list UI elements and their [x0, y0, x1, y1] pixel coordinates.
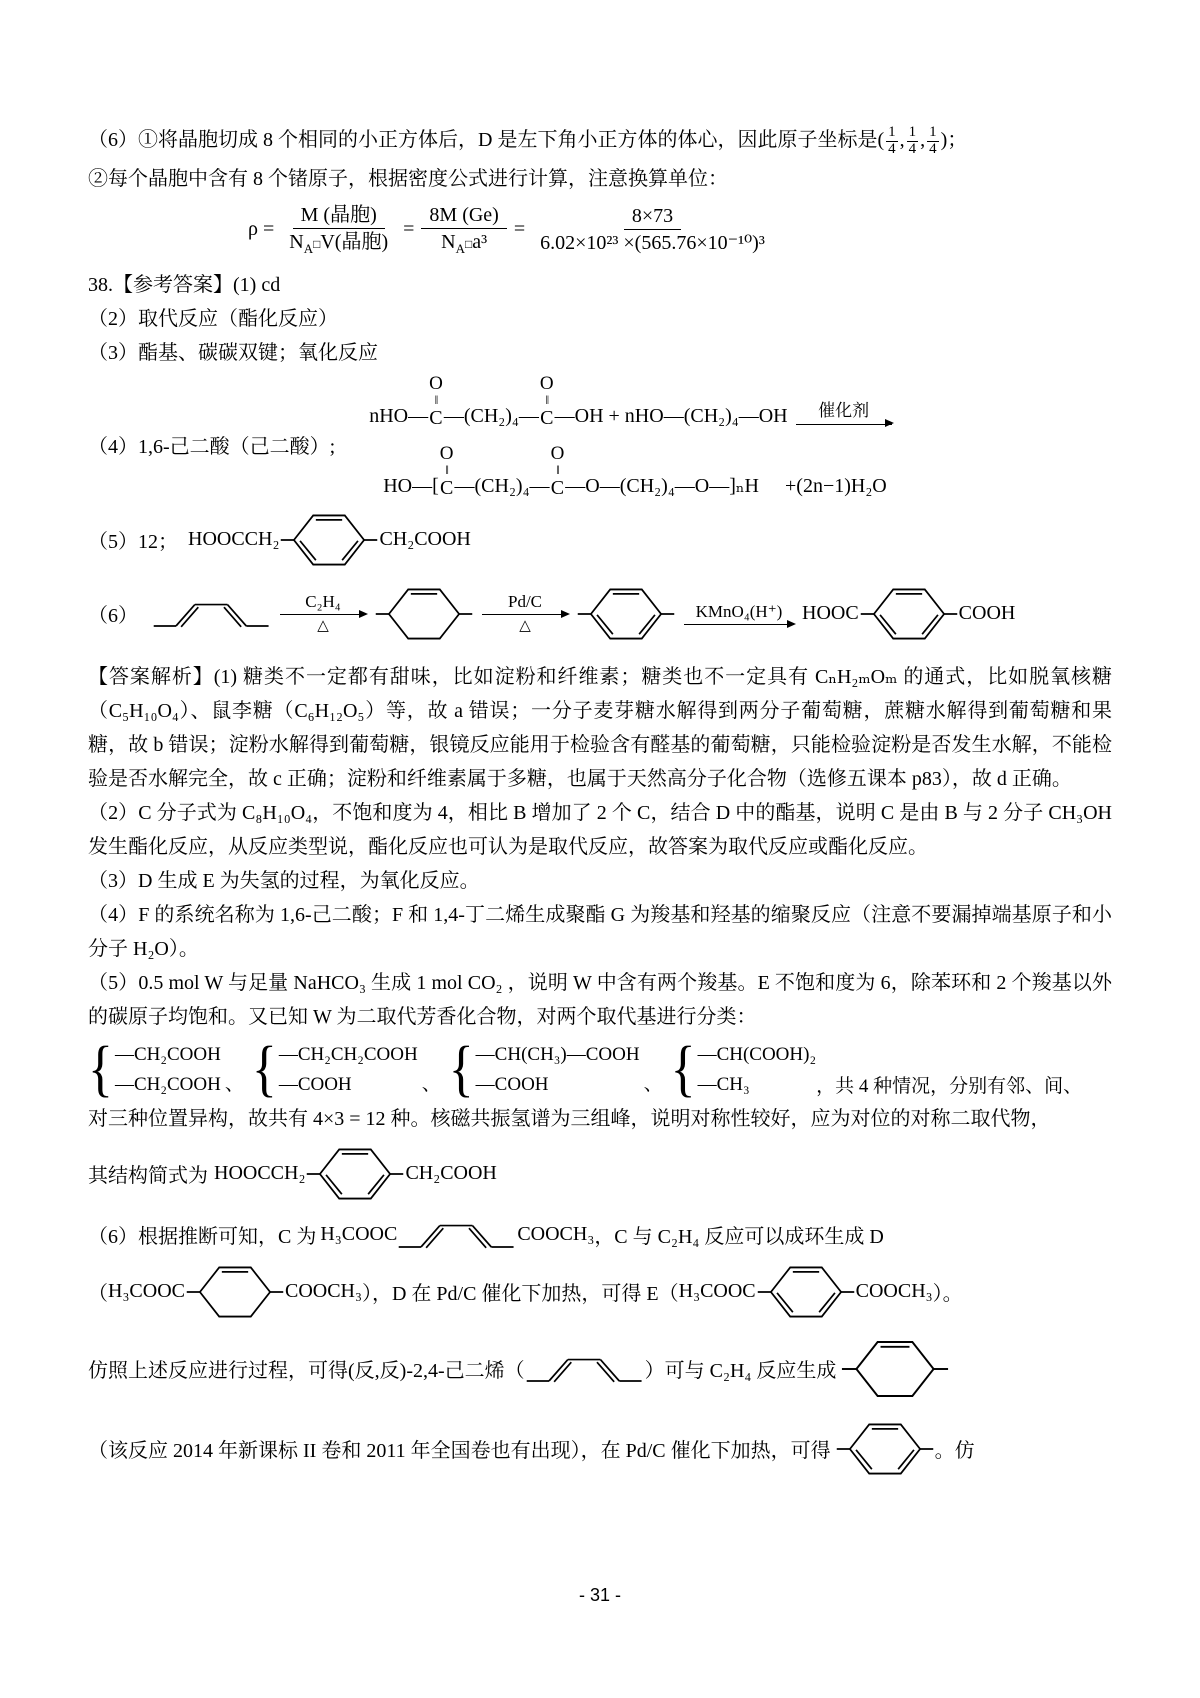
arrow-shaft — [482, 614, 568, 615]
benzene-ring-structure — [859, 582, 959, 646]
dimethylcyclohexene-structure — [374, 582, 474, 646]
reaction-arrow-1 — [280, 593, 366, 635]
eq-text: —(CH₂)₄— — [454, 474, 550, 497]
para-xylene-structure — [576, 582, 676, 646]
hexadiene-structure — [525, 1350, 645, 1388]
carbonyl-group-structure: O ‖ C — [550, 442, 565, 499]
ester-left: H₃COOC — [108, 1280, 185, 1303]
eq-text: nHO— — [369, 404, 429, 427]
ester-left: H₃COOC — [678, 1280, 756, 1303]
arrow-shaft — [796, 424, 892, 425]
analysis-6-line4-pre: （该反应 2014 年新课标 II 卷和 2011 年全国卷也有出现），在 Pd/C 催化下加热，可得 — [88, 1440, 831, 1463]
substituent-pair-3 — [448, 1035, 640, 1104]
analysis-paragraph-2: （2）C 分子式为 C₈H₁₀O₄，不饱和度为 4，相比 B 增加了 2 个 C，结合 D 中的酯基，说明 C 是由 B 与 2 分子 CH₃OH 发生酯化反应，从反应类型说，酯化反应也可认为是取代反应，故答案为取代反应或酯化反应。 — [88, 801, 1112, 858]
substituent-right: CH₂COOH — [379, 528, 471, 551]
analysis-paragraph-4: （4）F 的系统名称为 1,6-己二酸；F 和 1,4-丁二烯生成聚酯 G 为羧基和羟基的缩聚反应（注意不要漏掉端基原子和小分子 H₂O）。 — [88, 903, 1112, 960]
analysis-6-line4 — [88, 1414, 1112, 1484]
polyester-equation-reactants — [369, 374, 899, 428]
left-brace: { — [251, 1035, 277, 1104]
benzene-ring-structure — [305, 1142, 405, 1206]
substituent-right: COOH — [958, 602, 1016, 625]
substituent-formula: —CH(COOH)₂ — [697, 1043, 817, 1065]
avogadro-sub: A — [303, 241, 314, 256]
diene-diester-structure — [397, 1216, 517, 1254]
coordinate-fraction: $\frac{1}{4}$ — [908, 124, 917, 157]
polyester-equation — [369, 374, 899, 498]
substituent-pair-2 — [251, 1035, 418, 1104]
q38-answer-5-label: （5）12； — [88, 531, 178, 554]
q38-answer-2: （2）取代反应（酯化反应） — [88, 307, 338, 330]
substituent-left: HOOCCH₂ — [188, 528, 280, 551]
avogadro-sub: A — [455, 241, 465, 256]
substituent-left: HOOC — [802, 602, 859, 625]
avogadro-n: N — [289, 231, 304, 253]
q38-answer-4-block — [88, 374, 1112, 498]
cyclohexene-diester-structure — [185, 1260, 285, 1324]
equals-sign: = — [403, 218, 415, 241]
lattice-constant-term: a³ — [472, 231, 488, 253]
substituent-left: HOOCCH₂ — [214, 1162, 306, 1185]
coordinate-fraction: $\frac{1}{4}$ — [888, 124, 896, 157]
carbonyl-group-structure: O ‖ C — [439, 442, 454, 499]
arrow-shaft — [684, 624, 794, 625]
para-xylene-structure — [835, 1414, 935, 1484]
substituent-formula: —CH₃ — [697, 1073, 750, 1095]
analysis-6-line3-mid: ）可与 C₂H₄ 反应生成 — [644, 1360, 837, 1383]
fraction-mass-over-volume: $\frac{\text{M (晶胞)}}{N_A□V(晶胞)}$ — [289, 204, 389, 256]
reaction-arrow-3 — [684, 603, 794, 626]
substituent-formula: —CH(CH₃)—COOH — [475, 1043, 640, 1065]
reagent-label: Pd/C — [507, 591, 543, 611]
catalyst-arrow — [796, 402, 892, 425]
eq-text: —OH + nHO—(CH₂)₄—OH — [554, 404, 788, 427]
separator: 、 — [643, 1073, 663, 1095]
analysis-paragraph-5b: 对三种位置异构，故共有 4×3 = 12 种。核磁共振氢谱为三组峰，说明对称性较好，应为对位的对称二取代物， — [88, 1107, 1051, 1130]
benzene-diester-structure — [756, 1260, 856, 1324]
carbonyl-group-structure: O ‖ C — [429, 372, 443, 429]
eq-text: —O—(CH₂)₄—O—]ₙH — [565, 474, 759, 497]
heat-triangle: △ — [519, 618, 531, 635]
missing-glyph-box: □ — [464, 237, 473, 251]
substituent-formula: —CH₂COOH — [114, 1043, 221, 1065]
eq-text: —(CH₂)₄— — [443, 404, 539, 427]
separator: 、 — [421, 1073, 441, 1095]
substituent-classification-row — [88, 1035, 1112, 1104]
analysis-paragraph-3: （3）D 生成 E 为失氢的过程，为氧化反应。 — [88, 869, 480, 892]
crystal-note-line2: ②每个晶胞中含有 8 个锗原子，根据密度公式进行计算，注意换算单位： — [88, 168, 728, 190]
rho-symbol: ρ = — [248, 218, 275, 241]
analysis-6-line1 — [88, 1216, 1112, 1254]
q38-answer-6-label: （6） — [88, 605, 138, 628]
eq-water-term: +(2n−1)H₂O — [785, 474, 887, 497]
crystal-note-line1 — [88, 118, 1112, 162]
coordinate-fraction: $\frac{1}{4}$ — [929, 124, 937, 157]
comma: , — [899, 129, 905, 151]
dimethylcyclohexene-structure — [840, 1334, 950, 1404]
structure-intro-text: 其结构简式为 — [88, 1165, 208, 1188]
comma: , — [920, 129, 926, 151]
ester-right: COOCH₃ — [855, 1280, 933, 1303]
reagent-label: C₂H₄ — [305, 591, 341, 611]
density-formula — [248, 202, 1112, 258]
q38-answer-5-row — [88, 508, 1112, 572]
fraction-8m-ge: $\frac{8M (Ge)}{N_A□a^3}$ — [421, 202, 506, 258]
q38-reference-answer: 38.【参考答案】(1) cd — [88, 273, 281, 296]
crystal-line1-close: )； — [940, 129, 968, 151]
ester-left: H₃COOC — [320, 1223, 398, 1246]
substituent-formula: —CH₂CH₂COOH — [278, 1043, 418, 1065]
carbonyl-group-structure: O ‖ C — [539, 372, 554, 429]
hexadiene-structure — [152, 595, 272, 633]
equals-sign: = — [513, 218, 526, 241]
substituent-formula: —COOH — [278, 1073, 352, 1095]
q38-answer-4-label: （4）1,6-己二酸（己二酸）; — [88, 435, 336, 458]
crystal-line1-text: （6）①将晶胞切成 8 个相同的小正方体后，D 是左下角小正方体的体心，因此原子坐标是( — [88, 129, 885, 151]
substituent-pair-1 — [88, 1035, 221, 1104]
fraction-numeric: $\frac{8\times 73}{\text{6.02×10²³ ×(565.76×10⁻¹⁰)³}}$ — [540, 205, 765, 255]
classification-tail-text: ，共 4 种情况，分别有邻、间、 — [816, 1075, 1083, 1097]
ester-right: COOCH₃ — [284, 1280, 362, 1303]
substituent-right: CH₂COOH — [405, 1162, 497, 1185]
analysis-6-intro: （6）根据推断可知，C 为 — [88, 1226, 317, 1249]
open-paren: （ — [88, 1283, 108, 1306]
substituent-formula: —COOH — [475, 1073, 549, 1095]
reaction-arrow-2 — [482, 593, 568, 635]
reagent-label: KMnO₄(H⁺) — [695, 601, 783, 621]
left-brace: { — [448, 1035, 474, 1104]
analysis-6-line4-tail: 。仿 — [934, 1440, 975, 1463]
q38-answer-6-scheme — [88, 582, 1112, 646]
q38-answer-3: （3）酯基、碳碳双键；氧化反应 — [88, 341, 378, 364]
catalyst-label: 催化剂 — [818, 401, 870, 421]
left-brace: { — [88, 1035, 113, 1104]
heat-triangle: △ — [317, 618, 329, 635]
w-structure-row — [88, 1142, 1112, 1206]
analysis-paragraph-5: （5）0.5 mol W 与足量 NaHCO₃ 生成 1 mol CO₂ ，说明 W 中含有两个羧基。E 不饱和度为 6，除苯环和 2 个羧基以外的碳原子均饱和。又已知 W 为二取代芳香化合物，对两个取代基进行分类： — [88, 971, 1112, 1028]
close-paren: ）。 — [932, 1283, 963, 1306]
analysis-6-line3 — [88, 1334, 1112, 1404]
arrow-shaft — [280, 614, 366, 615]
ester-right: COOCH₃ — [517, 1223, 595, 1246]
volume-term: V(晶胞) — [320, 231, 389, 253]
substituent-pair-4 — [670, 1035, 817, 1104]
analysis-6-line1-tail: ，C 与 C₂H₄ 反应可以成环生成 D — [594, 1226, 884, 1249]
eq-text: HO—[ — [383, 474, 439, 497]
avogadro-n: N — [441, 231, 456, 253]
analysis-6-line2 — [88, 1260, 1112, 1324]
analysis-paragraph-1: 【答案解析】(1) 糖类不一定都有甜味，比如淀粉和纤维素；糖类也不一定具有 CₙH₂ₘOₘ 的通式，比如脱氧核糖（C₅H₁₀O₄）、鼠李糖（C₆H₁₂O₅）等，故 a 错误；一分子麦芽糖水解得到两分子葡萄糖，蔗糖水解得到葡萄糖和果糖，故 b 错误；淀粉水解得到葡萄糖，银镜反应能用于检验含有醛基的葡萄糖，只能检验淀粉是否发生水解，不能检验是否水解完全，故 c 正确；淀粉和纤维素属于多糖，也属于天然高分子化合物（选修五课本 p83），故 d 正确。 — [88, 665, 1112, 790]
polyester-equation-product — [383, 444, 899, 498]
left-brace: { — [670, 1035, 696, 1104]
analysis-6-line2-mid: ），D 在 Pd/C 催化下加热，可得 E（ — [361, 1283, 679, 1306]
benzene-ring-structure — [279, 508, 379, 572]
analysis-6-line3-pre: 仿照上述反应进行过程，可得(反,反)-2,4-己二烯（ — [88, 1360, 525, 1383]
page-number: - 31 - — [578, 1585, 621, 1605]
missing-glyph-box: □ — [313, 237, 321, 251]
substituent-formula: —CH₂COOH — [114, 1073, 221, 1095]
separator: 、 — [224, 1073, 244, 1095]
